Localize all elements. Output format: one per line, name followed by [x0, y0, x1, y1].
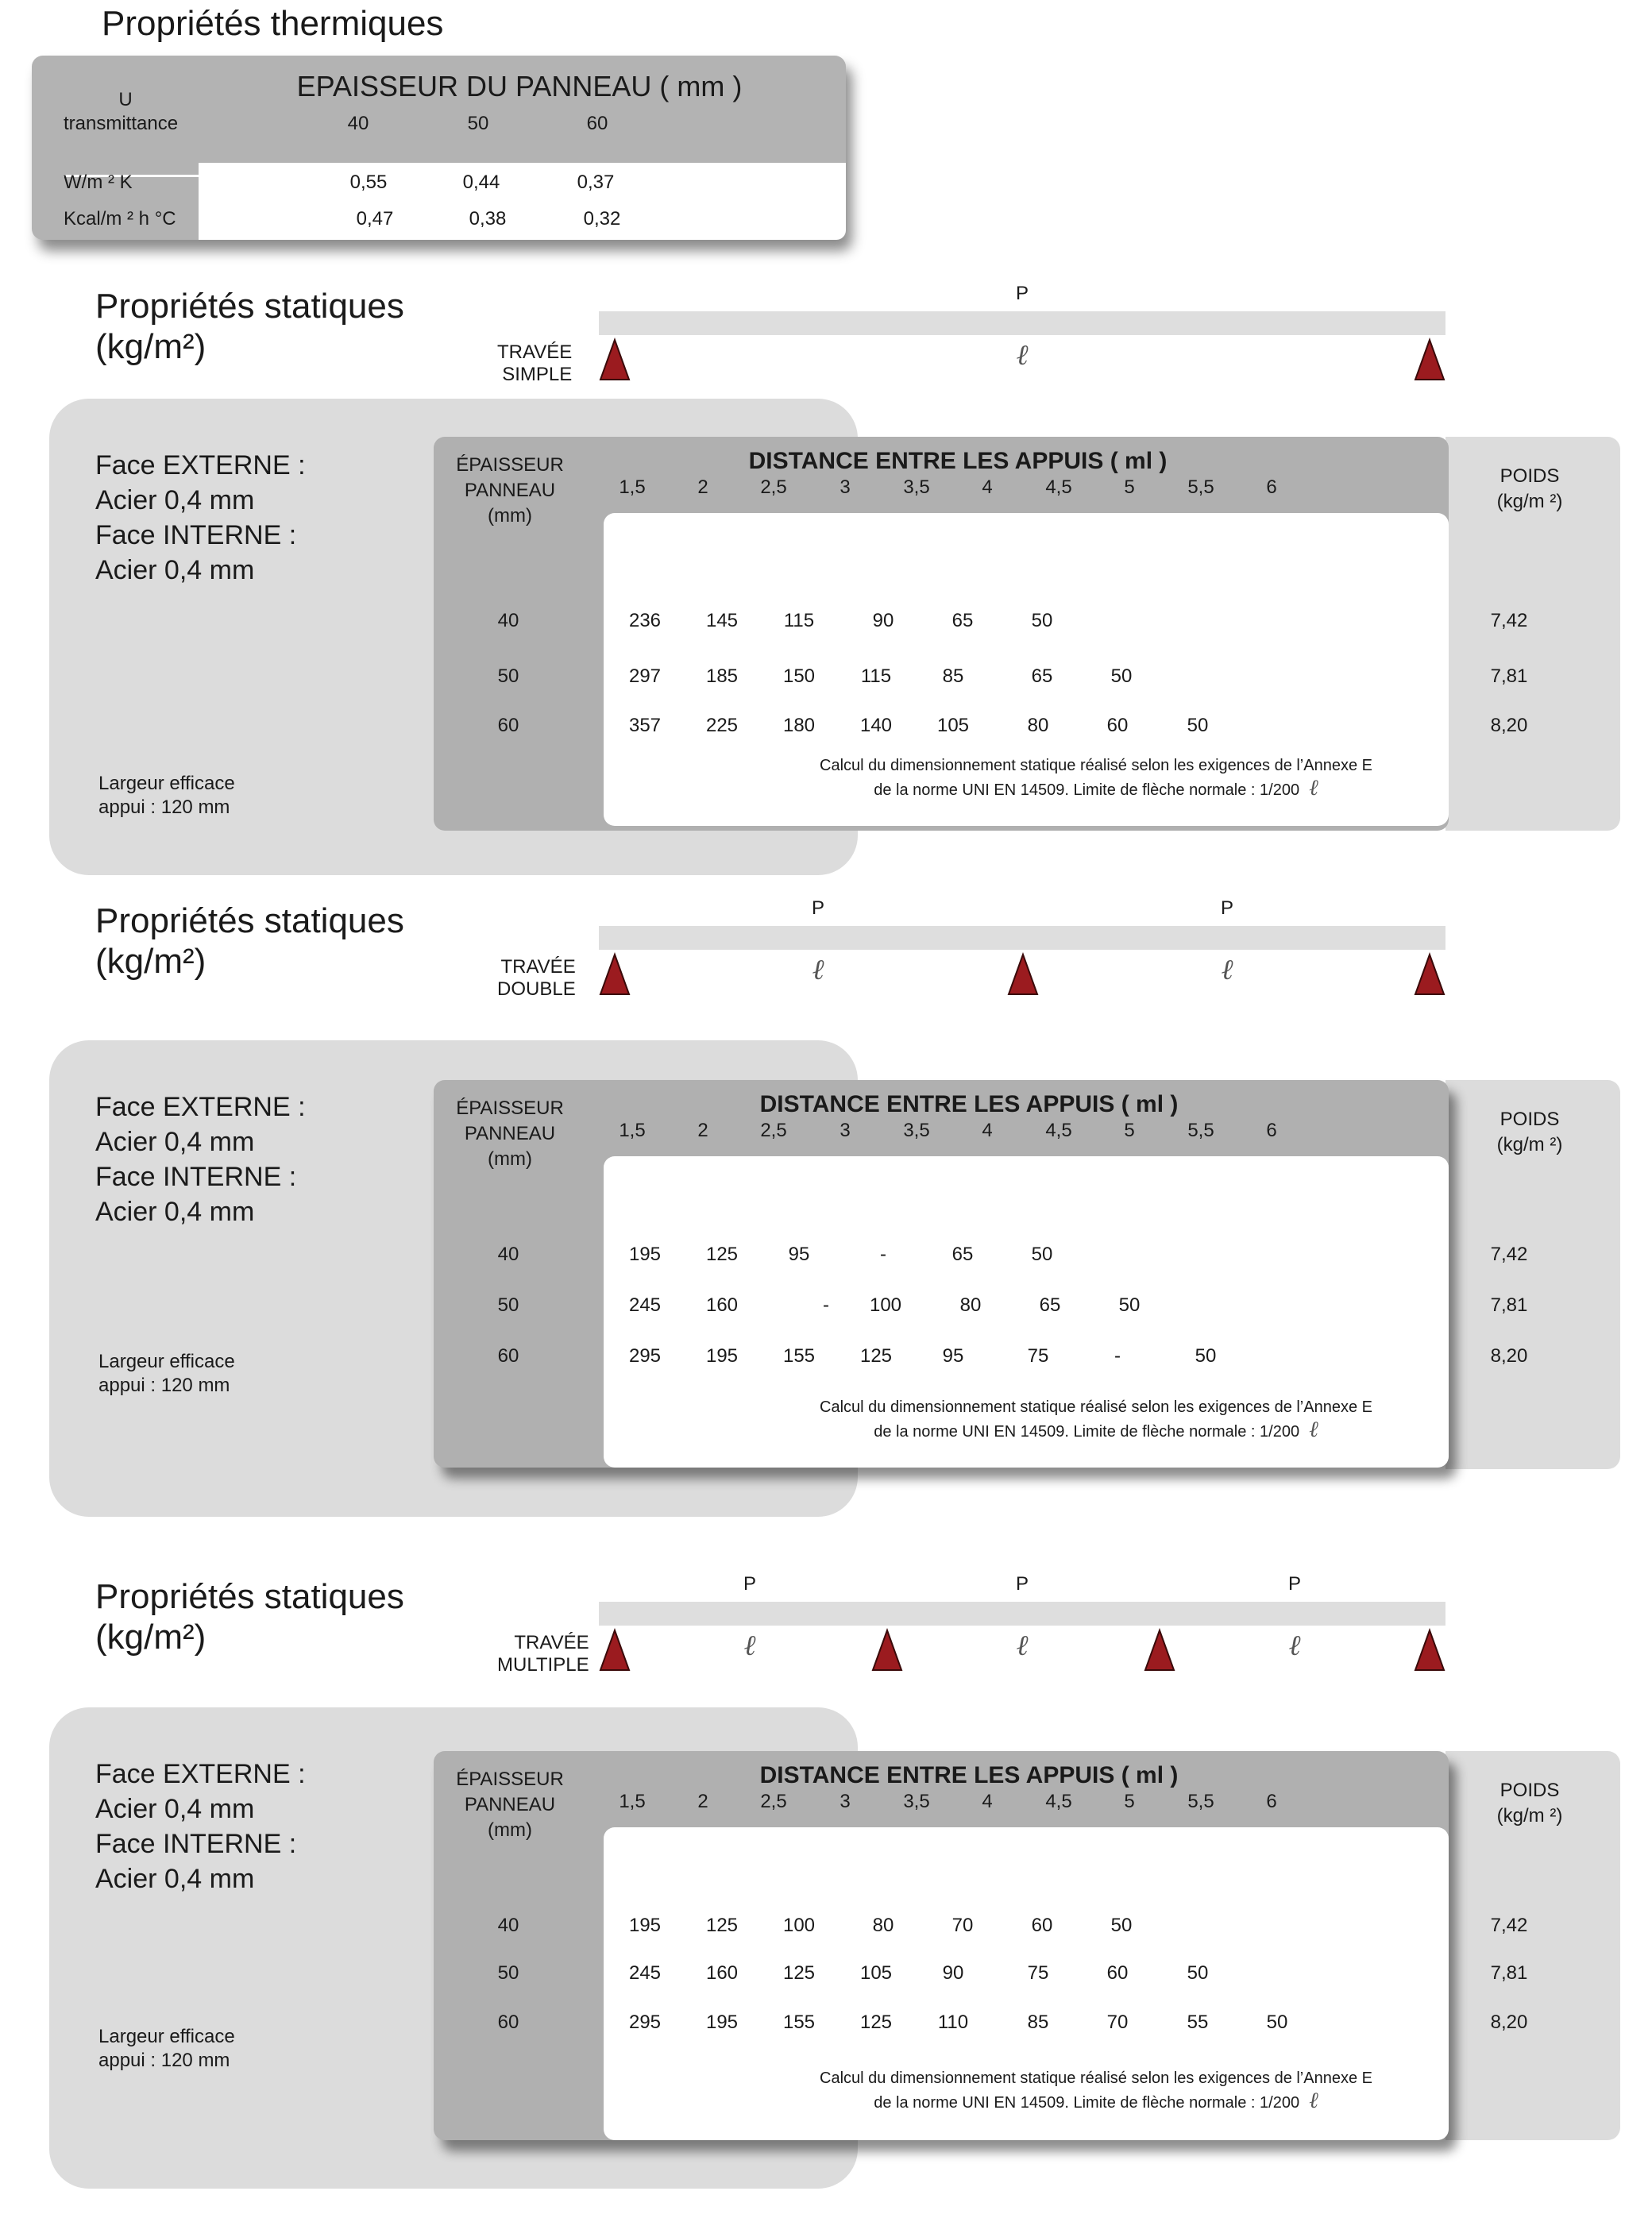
- span-type-line2: DOUBLE: [497, 978, 576, 1000]
- data-table: [434, 1080, 1449, 1468]
- row-value: 155: [782, 2012, 816, 2033]
- row-thickness: 50: [497, 1962, 519, 1984]
- static-title-line1: Propriétés statiques: [95, 287, 404, 326]
- thickness-col-header-line2: PANNEAU: [464, 480, 556, 501]
- row-thickness: 40: [497, 610, 519, 631]
- static-title: [95, 1576, 404, 1657]
- thickness-60: 60: [586, 113, 608, 134]
- row-value: 75: [1027, 1345, 1049, 1367]
- support-triangle-icon: [1414, 953, 1446, 996]
- row-value: 115: [860, 665, 892, 687]
- distance-col-4: 3: [840, 1791, 851, 1812]
- thickness-40: 40: [347, 113, 369, 134]
- weight-header: [1497, 1778, 1563, 1829]
- weight-panel: [1446, 1751, 1620, 2140]
- static-section-2: [0, 897, 1652, 1517]
- weight-header-line1: POIDS: [1500, 1780, 1560, 1801]
- load-label: P: [1287, 1573, 1302, 1595]
- span-length-symbol: ℓ: [1221, 954, 1233, 986]
- thickness-col-header-line2: PANNEAU: [464, 1123, 556, 1144]
- table-row: [0, 665, 1652, 692]
- load-label: P: [811, 897, 825, 919]
- row-value: -: [880, 1244, 886, 1265]
- static-title-line1: Propriétés statiques: [95, 901, 404, 940]
- span-length-symbol: ℓ: [1016, 1630, 1029, 1662]
- distance-header: DISTANCE ENTRE LES APPUIS ( ml ): [759, 1091, 1179, 1117]
- face-internal-steel: Acier 0,4 mm: [95, 555, 255, 585]
- distance-col-7: 4,5: [1045, 1120, 1072, 1141]
- row-value: 50: [1031, 610, 1053, 631]
- span-length-symbol: ℓ: [812, 954, 824, 986]
- thickness-col-header: [456, 1096, 564, 1172]
- row-value: 80: [872, 1915, 894, 1936]
- calc-note-line2-text: de la norme UNI EN 14509. Limite de flèche normale : 1/200: [874, 2094, 1300, 2112]
- load-label: P: [1220, 897, 1234, 919]
- row-thickness: 60: [497, 1345, 519, 1367]
- row-value: 60: [1031, 1915, 1053, 1936]
- calc-note: [820, 2067, 1372, 2114]
- row-value: 125: [705, 1244, 739, 1265]
- row-value: 100: [869, 1294, 902, 1316]
- row-value: 50: [1118, 1294, 1141, 1316]
- row-weight: 7,81: [1490, 1962, 1528, 1984]
- row-weight: 7,42: [1490, 610, 1528, 631]
- row-value: 65: [1031, 665, 1053, 687]
- span-symbol: ℓ: [1309, 1416, 1318, 1442]
- distance-col-9: 5,5: [1187, 1791, 1214, 1812]
- row-weight: 7,42: [1490, 1915, 1528, 1936]
- row-value: 100: [782, 1915, 816, 1936]
- support-triangle-icon: [1414, 338, 1446, 381]
- distance-col-1: 1,5: [619, 1791, 646, 1812]
- load-label: P: [743, 1573, 757, 1595]
- table-row: [0, 2012, 1652, 2039]
- row-value: 105: [859, 1962, 893, 1984]
- face-external-label: Face EXTERNE :: [95, 1092, 306, 1122]
- thickness-50: 50: [467, 113, 489, 134]
- row-thickness: 40: [497, 1244, 519, 1265]
- weight-panel: [1446, 1080, 1620, 1469]
- row-value: 125: [859, 1345, 893, 1367]
- width-note-line2: appui : 120 mm: [98, 797, 230, 818]
- span-type-label: [497, 1632, 589, 1676]
- row-value: 195: [705, 1345, 739, 1367]
- kcal-value-60: 0,32: [583, 208, 621, 230]
- row-value: -: [823, 1294, 829, 1316]
- beam: [599, 926, 1446, 950]
- row-value: -: [1114, 1345, 1121, 1367]
- support-triangle-icon: [1414, 1629, 1446, 1672]
- static-title-unit: (kg/m²): [95, 1618, 206, 1657]
- support-triangle-icon: [1007, 953, 1039, 996]
- row-value: 80: [959, 1294, 982, 1316]
- distance-header: DISTANCE ENTRE LES APPUIS ( ml ): [748, 448, 1168, 474]
- thermal-panel: [32, 56, 846, 240]
- kcal-value-40: 0,47: [356, 208, 394, 230]
- distance-col-3: 2,5: [760, 476, 787, 498]
- row-value: 297: [628, 665, 662, 687]
- row-value: 65: [1039, 1294, 1061, 1316]
- distance-col-7: 4,5: [1045, 1791, 1072, 1812]
- span-type-label: [497, 341, 572, 386]
- distance-col-5: 3,5: [903, 476, 930, 498]
- row-value: 110: [937, 2012, 969, 2033]
- distance-col-8: 5: [1124, 1791, 1135, 1812]
- row-value: 195: [705, 2012, 739, 2033]
- row-value: 295: [628, 1345, 662, 1367]
- span-length-symbol: ℓ: [1288, 1630, 1301, 1662]
- table-row: [0, 1962, 1652, 1989]
- weight-header-line2: (kg/m ²): [1496, 1805, 1563, 1826]
- calc-note: [820, 1396, 1372, 1443]
- load-label: P: [1015, 1573, 1029, 1595]
- row-value: 50: [1110, 665, 1133, 687]
- thickness-header: EPAISSEUR DU PANNEAU ( mm ): [296, 70, 743, 102]
- static-title-line1: Propriétés statiques: [95, 1577, 404, 1616]
- row-value: 70: [1106, 2012, 1129, 2033]
- row-value: 180: [782, 715, 816, 736]
- distance-col-5: 3,5: [903, 1120, 930, 1141]
- thickness-col-header-line1: ÉPAISSEUR: [456, 454, 564, 476]
- span-type-line1: TRAVÉE: [497, 341, 573, 363]
- distance-col-6: 4: [982, 476, 993, 498]
- distance-col-9: 5,5: [1187, 476, 1214, 498]
- calc-note: [820, 754, 1372, 801]
- distance-col-3: 2,5: [760, 1120, 787, 1141]
- face-internal-label: Face INTERNE :: [95, 1829, 297, 1859]
- distance-col-1: 1,5: [619, 476, 646, 498]
- distance-col-3: 2,5: [760, 1791, 787, 1812]
- weight-header: [1497, 1107, 1563, 1158]
- span-type-line2: MULTIPLE: [497, 1654, 589, 1676]
- support-triangle-icon: [599, 953, 631, 996]
- thickness-col-header-line3: (mm): [488, 505, 532, 527]
- row-thickness: 40: [497, 1915, 519, 1936]
- row-value: 357: [628, 715, 662, 736]
- data-table: [434, 1751, 1449, 2140]
- thermal-values-area: [199, 163, 846, 240]
- distance-col-10: 6: [1266, 476, 1277, 498]
- width-note-line1: Largeur efficace: [98, 2026, 235, 2047]
- row-value: 65: [951, 610, 974, 631]
- row-value: 50: [1187, 715, 1209, 736]
- static-title: [95, 286, 404, 367]
- row-weight: 8,20: [1490, 715, 1528, 736]
- static-title: [95, 901, 404, 982]
- calc-note-line1: Calcul du dimensionnement statique réalisé selon les exigences de l’Annexe E: [820, 2069, 1372, 2087]
- face-external-label: Face EXTERNE :: [95, 1759, 306, 1789]
- width-note-line1: Largeur efficace: [98, 773, 235, 794]
- u-value-40: 0,55: [349, 172, 388, 193]
- distance-col-6: 4: [982, 1120, 993, 1141]
- row-value: 65: [951, 1244, 974, 1265]
- weight-header-line2: (kg/m ²): [1496, 1134, 1563, 1155]
- support-triangle-icon: [599, 1629, 631, 1672]
- calc-note-line2: [820, 774, 1372, 801]
- face-external-label: Face EXTERNE :: [95, 450, 306, 480]
- row-value: 125: [782, 1962, 816, 1984]
- row-thickness: 50: [497, 1294, 519, 1316]
- thickness-col-header: [456, 453, 564, 529]
- row-weight: 7,81: [1490, 1294, 1528, 1316]
- row-value: 75: [1027, 1962, 1049, 1984]
- row-thickness: 60: [497, 715, 519, 736]
- span-length-symbol: ℓ: [743, 1630, 756, 1662]
- span-type-line1: TRAVÉE: [514, 1632, 589, 1653]
- row-value: 90: [872, 610, 894, 631]
- calc-note-line2-text: de la norme UNI EN 14509. Limite de flèche normale : 1/200: [874, 1423, 1300, 1441]
- weight-header-line1: POIDS: [1500, 465, 1560, 487]
- table-row: [0, 610, 1652, 637]
- table-row: [0, 1244, 1652, 1271]
- distance-col-9: 5,5: [1187, 1120, 1214, 1141]
- row-value: 50: [1031, 1244, 1053, 1265]
- calc-note-line2: [820, 2089, 1372, 2114]
- beam: [599, 1602, 1446, 1626]
- row-value: 50: [1110, 1915, 1133, 1936]
- width-note-line2: appui : 120 mm: [98, 2050, 230, 2071]
- row-value: 50: [1187, 1962, 1209, 1984]
- weight-header-line1: POIDS: [1500, 1109, 1560, 1130]
- row-value: 150: [782, 665, 816, 687]
- distance-col-8: 5: [1124, 476, 1135, 498]
- row-value: 85: [942, 665, 964, 687]
- thickness-col-header-line3: (mm): [488, 1148, 532, 1170]
- distance-col-8: 5: [1124, 1120, 1135, 1141]
- row-thickness: 50: [497, 665, 519, 687]
- span-symbol: ℓ: [1309, 774, 1318, 800]
- face-internal-steel: Acier 0,4 mm: [95, 1197, 255, 1227]
- thickness-col-header-line1: ÉPAISSEUR: [456, 1769, 564, 1790]
- distance-col-6: 4: [982, 1791, 993, 1812]
- row-weight: 8,20: [1490, 1345, 1528, 1367]
- support-triangle-icon: [871, 1629, 903, 1672]
- row-value: 90: [942, 1962, 964, 1984]
- u-transmittance-label: transmittance: [64, 113, 179, 134]
- static-section-3: [0, 1573, 1652, 2189]
- thickness-col-header: [456, 1767, 564, 1843]
- distance-col-4: 3: [840, 1120, 851, 1141]
- calc-note-line1: Calcul du dimensionnement statique réalisé selon les exigences de l’Annexe E: [820, 757, 1372, 774]
- table-row: [0, 1294, 1652, 1321]
- support-triangle-icon: [1144, 1629, 1175, 1672]
- row-value: 125: [705, 1915, 739, 1936]
- row-value: 145: [705, 610, 739, 631]
- thickness-col-header-line1: ÉPAISSEUR: [456, 1097, 564, 1119]
- static-section-1: [0, 283, 1652, 875]
- thermal-title: Propriétés thermiques: [102, 4, 444, 43]
- distance-col-1: 1,5: [619, 1120, 646, 1141]
- row-value: 85: [1027, 2012, 1049, 2033]
- row-value: 115: [783, 610, 815, 631]
- load-label: P: [1015, 283, 1029, 304]
- beam: [599, 311, 1446, 335]
- distance-col-2: 2: [697, 476, 708, 498]
- distance-col-7: 4,5: [1045, 476, 1072, 498]
- face-external-steel: Acier 0,4 mm: [95, 1127, 255, 1157]
- calc-note-line1: Calcul du dimensionnement statique réalisé selon les exigences de l’Annexe E: [820, 1398, 1372, 1416]
- static-title-unit: (kg/m²): [95, 942, 206, 982]
- width-note: [98, 772, 235, 820]
- table-row: [0, 1915, 1652, 1942]
- distance-col-10: 6: [1266, 1791, 1277, 1812]
- row-value: 95: [942, 1345, 964, 1367]
- face-internal-label: Face INTERNE :: [95, 520, 297, 550]
- distance-col-4: 3: [840, 476, 851, 498]
- row-value: 55: [1187, 2012, 1209, 2033]
- thickness-col-header-line3: (mm): [488, 1819, 532, 1841]
- row-value: 50: [1266, 2012, 1288, 2033]
- row-value: 160: [705, 1962, 739, 1984]
- row-value: 236: [628, 610, 662, 631]
- width-note-line2: appui : 120 mm: [98, 1375, 230, 1396]
- span-symbol: ℓ: [1309, 2087, 1318, 2113]
- row-value: 155: [782, 1345, 816, 1367]
- distance-col-2: 2: [697, 1791, 708, 1812]
- distance-col-5: 3,5: [903, 1791, 930, 1812]
- span-type-line1: TRAVÉE: [500, 956, 576, 978]
- distance-col-2: 2: [697, 1120, 708, 1141]
- row-value: 140: [859, 715, 893, 736]
- row-value: 80: [1027, 715, 1049, 736]
- unit-kcal: Kcal/m ² h °C: [64, 208, 176, 230]
- face-internal-steel: Acier 0,4 mm: [95, 1864, 255, 1894]
- weight-header: [1497, 464, 1563, 515]
- table-row: [0, 1345, 1652, 1372]
- face-external-steel: Acier 0,4 mm: [95, 1794, 255, 1824]
- row-value: 195: [628, 1244, 662, 1265]
- distance-header: DISTANCE ENTRE LES APPUIS ( ml ): [759, 1762, 1179, 1788]
- u-value-60: 0,37: [577, 172, 615, 193]
- unit-wm2k: W/m ² K: [64, 172, 133, 193]
- row-value: 225: [705, 715, 739, 736]
- calc-note-line2-text: de la norme UNI EN 14509. Limite de flèche normale : 1/200: [874, 781, 1300, 799]
- row-weight: 7,42: [1490, 1244, 1528, 1265]
- calc-note-line2: [820, 1418, 1372, 1443]
- row-value: 60: [1106, 715, 1129, 736]
- row-value: 95: [788, 1244, 810, 1265]
- row-value: 245: [628, 1294, 662, 1316]
- row-value: 160: [705, 1294, 739, 1316]
- support-triangle-icon: [599, 338, 631, 381]
- u-label: U: [118, 89, 133, 110]
- width-note-line1: Largeur efficace: [98, 1351, 235, 1372]
- row-value: 295: [628, 2012, 662, 2033]
- static-title-unit: (kg/m²): [95, 327, 206, 367]
- face-external-steel: Acier 0,4 mm: [95, 485, 255, 515]
- row-value: 105: [936, 715, 970, 736]
- weight-header-line2: (kg/m ²): [1496, 491, 1563, 512]
- u-value-50: 0,44: [462, 172, 500, 193]
- row-value: 50: [1195, 1345, 1217, 1367]
- row-value: 195: [628, 1915, 662, 1936]
- span-type-line2: SIMPLE: [502, 364, 573, 385]
- row-value: 60: [1106, 1962, 1129, 1984]
- row-value: 185: [705, 665, 739, 687]
- row-value: 70: [951, 1915, 974, 1936]
- row-weight: 7,81: [1490, 665, 1528, 687]
- row-weight: 8,20: [1490, 2012, 1528, 2033]
- kcal-value-50: 0,38: [469, 208, 507, 230]
- distance-col-10: 6: [1266, 1120, 1277, 1141]
- row-value: 245: [628, 1962, 662, 1984]
- span-type-label: [497, 956, 576, 1001]
- table-row: [0, 715, 1652, 742]
- row-thickness: 60: [497, 2012, 519, 2033]
- span-length-symbol: ℓ: [1016, 339, 1029, 372]
- face-internal-label: Face INTERNE :: [95, 1162, 297, 1192]
- row-value: 125: [859, 2012, 893, 2033]
- thickness-col-header-line2: PANNEAU: [464, 1794, 556, 1815]
